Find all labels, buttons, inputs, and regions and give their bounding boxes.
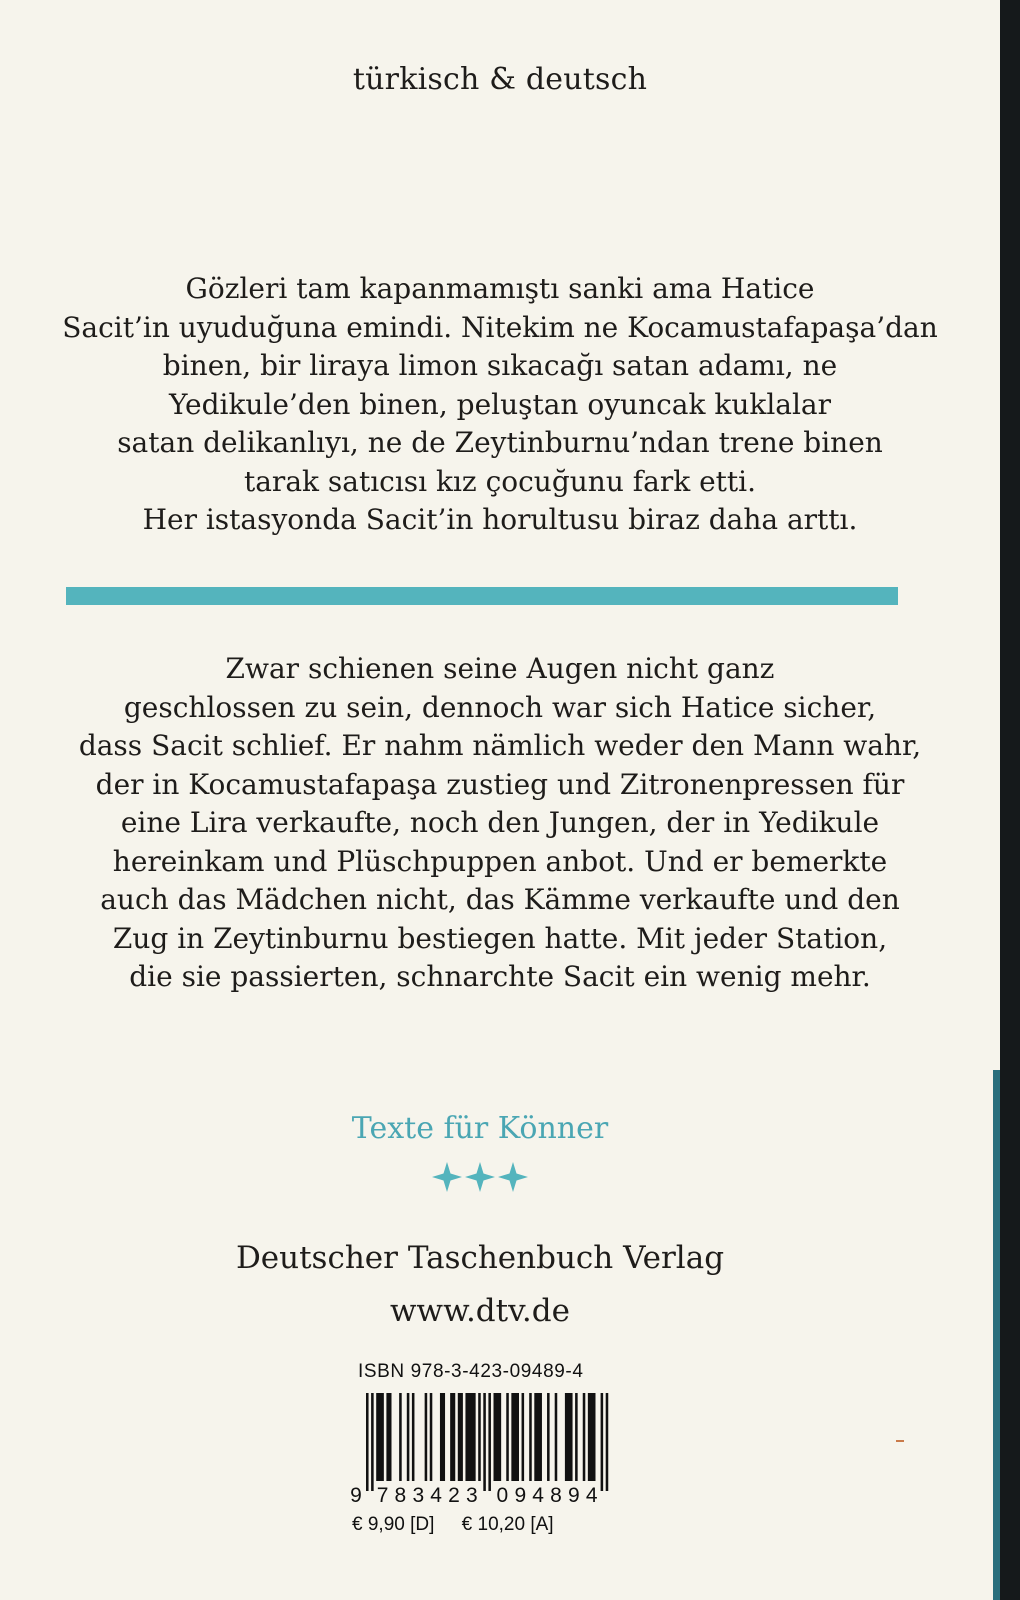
barcode-digit: 9	[514, 1484, 527, 1507]
barcode-bar	[412, 1393, 415, 1481]
turkish-line: Her istasyonda Sacit’in horultusu biraz daha arttı.	[142, 503, 858, 536]
turkish-line: Sacit’in uyuduğuna emindi. Nitekim ne Kocamustafapaşa’dan	[62, 310, 938, 344]
barcode-bar	[366, 1393, 369, 1491]
barcode-bar	[488, 1393, 491, 1491]
barcode-bar	[458, 1393, 463, 1481]
german-line: dass Sacit schlief. Er nahm nämlich weder den Mann wahr,	[78, 729, 922, 762]
barcode-digit: 7	[376, 1484, 389, 1507]
language-label: türkisch & deutsch	[352, 62, 648, 97]
isbn-label: ISBN 978-3-423-09489-4	[358, 1361, 584, 1382]
barcode-digit: 9	[567, 1484, 580, 1507]
barcode-digit: 4	[585, 1484, 598, 1507]
section-divider	[66, 587, 898, 605]
star-icon	[465, 1162, 495, 1192]
german-line: der in Kocamustafapaşa zustieg und Zitronenpressen für	[95, 767, 905, 801]
publisher-website[interactable]: www.dtv.de	[390, 1293, 570, 1329]
print-mark	[896, 1440, 904, 1442]
star-icon	[432, 1162, 462, 1192]
barcode-bar	[522, 1393, 525, 1481]
barcode-digits	[352, 1478, 610, 1510]
price-block	[352, 1514, 622, 1536]
barcode-bar	[511, 1393, 519, 1481]
barcode-bar	[450, 1393, 455, 1481]
barcode-bar	[371, 1393, 374, 1491]
barcode-bar	[376, 1393, 384, 1481]
barcode-digit: 8	[550, 1484, 562, 1507]
barcode	[352, 1393, 610, 1481]
barcode-bar	[547, 1393, 550, 1481]
star-icon	[498, 1162, 528, 1192]
barcode-digit: 8	[394, 1484, 407, 1507]
barcode-bar	[606, 1393, 609, 1491]
barcode-bar	[506, 1393, 509, 1481]
turkish-line: binen, bir liraya limon sıkacağı satan adamı, ne	[162, 349, 838, 382]
series-title: Texte für Könner	[351, 1111, 609, 1146]
barcode-bar	[565, 1393, 573, 1481]
barcode-bar	[430, 1393, 433, 1481]
german-line: eine Lira verkaufte, noch den Jungen, der in Yedikule	[120, 806, 880, 839]
barcode-bar	[575, 1393, 578, 1481]
barcode-bar	[534, 1393, 542, 1481]
barcode-digit: 3	[412, 1484, 425, 1507]
barcode-bar	[494, 1393, 502, 1481]
cover-spine-edge	[1000, 0, 1020, 1600]
barcode-bar	[399, 1393, 402, 1481]
barcode-bar	[386, 1393, 391, 1481]
publisher-name: Deutscher Taschenbuch Verlag	[235, 1240, 725, 1276]
barcode-bar	[407, 1393, 410, 1481]
german-excerpt	[40, 650, 960, 997]
price-germany: € 9,90 [D]	[352, 1514, 435, 1535]
barcode-digit: 4	[532, 1484, 544, 1507]
barcode-digit: 2	[448, 1484, 460, 1507]
turkish-line: Gözleri tam kapanmamıştı sanki ama Hatice	[185, 272, 815, 305]
barcode-bar	[588, 1393, 596, 1481]
cover-spine-accent	[993, 1070, 1000, 1600]
barcode-digit: 0	[496, 1484, 509, 1507]
german-line: Zwar schienen seine Augen nicht ganz	[225, 652, 775, 685]
price-austria: € 10,20 [A]	[461, 1514, 554, 1535]
german-line: hereinkam und Plüschpuppen anbot. Und er bemerkte	[112, 844, 888, 878]
barcode-bar	[601, 1393, 604, 1491]
turkish-line: tarak satıcısı kız çocuğunu fark etti.	[243, 464, 756, 498]
turkish-excerpt	[40, 270, 960, 540]
turkish-line: satan delikanlıyı, ne de Zeytinburnu’ndan trene binen	[117, 426, 883, 459]
barcode-digit: 4	[430, 1484, 442, 1507]
barcode-bar	[440, 1393, 445, 1481]
german-line: Zug in Zeytinburnu bestiegen hatte. Mit jeder Station,	[112, 921, 888, 955]
barcode-bar	[555, 1393, 558, 1481]
barcode-bar	[478, 1393, 481, 1481]
barcode-digit: 9	[350, 1484, 362, 1507]
difficulty-stars	[430, 1160, 530, 1194]
german-line: geschlossen zu sein, dennoch war sich Hatice sicher,	[123, 690, 877, 724]
barcode-digit: 3	[465, 1484, 478, 1507]
barcode-bar	[583, 1393, 586, 1481]
barcode-bar	[465, 1393, 475, 1481]
barcode-bar	[529, 1393, 532, 1481]
german-line: auch das Mädchen nicht, das Kämme verkaufte und den	[100, 883, 900, 916]
german-line: die sie passierten, schnarchte Sacit ein wenig mehr.	[129, 960, 871, 993]
turkish-line: Yedikule’den binen, peluştan oyuncak kuklalar	[168, 387, 832, 421]
barcode-bar	[483, 1393, 486, 1491]
barcode-bar	[425, 1393, 428, 1481]
